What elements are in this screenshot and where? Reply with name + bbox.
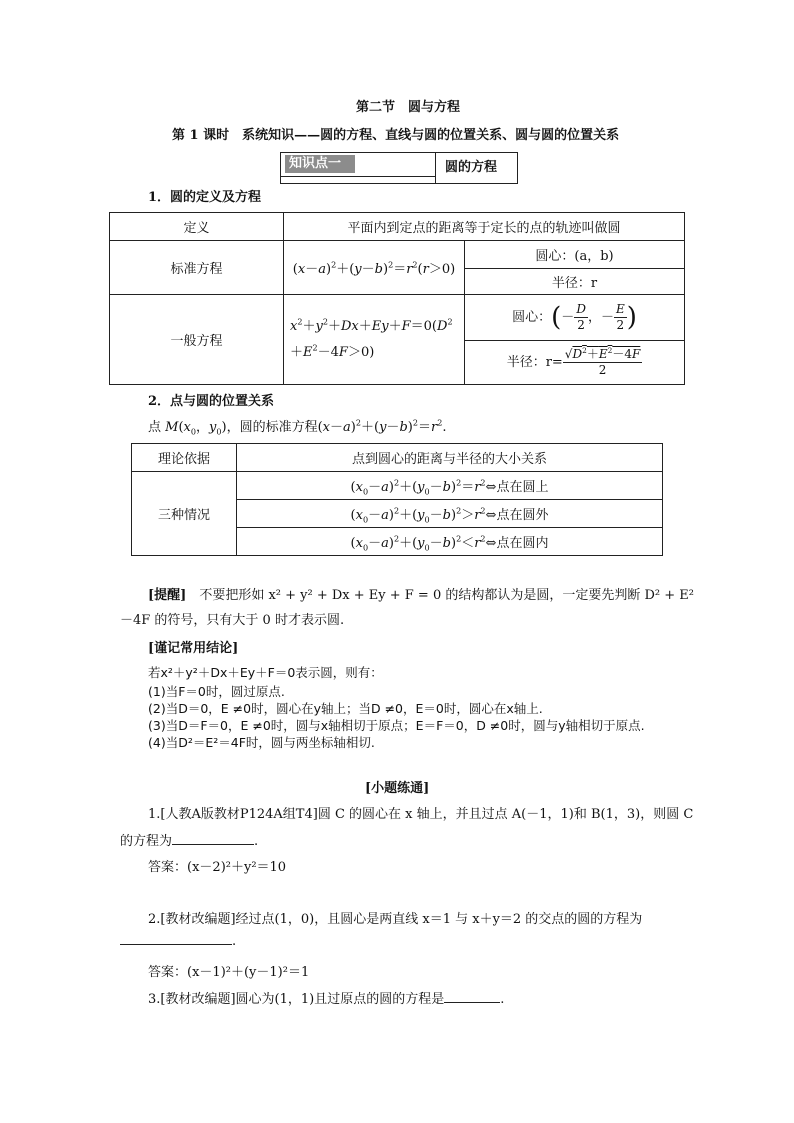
conclusion-item-2: (2)当D＝0，E ≠0时，圆心在y轴上；当D ≠0，E＝0时，圆心在x轴上. xyxy=(148,701,543,716)
tip-line2: －4F 的符号，只有大于 0 时才表示圆. xyxy=(120,613,345,628)
definition-text: 平面内到定点的距离等于定长的点的轨迹叫做圆 xyxy=(284,213,685,241)
conclusion-item-4: (4)当D²＝E²＝4F时，圆与两坐标轴相切. xyxy=(148,735,375,750)
standard-center: 圆心：(a，b) xyxy=(465,241,685,269)
point-position-table xyxy=(131,443,663,556)
part1-heading: 1．圆的定义及方程 xyxy=(148,190,262,205)
basis-text: 点到圆心的距离与半径的大小关系 xyxy=(237,444,663,472)
general-radius-prefix: 半径：r= xyxy=(506,355,563,370)
standard-equation: $(x-a)^2+(y-b)^2=r^2(r>0)$ xyxy=(284,241,465,295)
tip-line1 xyxy=(148,584,694,603)
answer-1-label: 答案： xyxy=(148,860,188,875)
cases-label: 三种情况 xyxy=(132,472,237,556)
standard-label: 标准方程 xyxy=(110,241,284,295)
circle-definition-table xyxy=(109,212,685,385)
knowledge-point-tag: 知识点一 xyxy=(285,155,355,173)
answer-2-label: 答案： xyxy=(148,965,188,980)
standard-radius: 半径：r xyxy=(465,269,685,295)
answer-blank-3[interactable] xyxy=(444,1002,500,1003)
knowledge-point-topic: 圆的方程 xyxy=(445,160,498,175)
question-3: 3.[教材改编题]圆心为(1，1)且过原点的圆的方程是 . xyxy=(148,992,505,1007)
part2-intro: 点 $M(x_0$，$y_0$)，圆的标准方程$(x-a)^2+(y-b)^2=r^2$. xyxy=(148,418,447,437)
question-1-line2: 的方程为 . xyxy=(120,834,259,849)
tip-tag: [提醒] xyxy=(148,588,187,603)
case-inside: $(x_0-a)^2+(y_0-b)^2<r^2\Leftrightarrow$点在圆内 xyxy=(237,528,663,556)
knowledge-point-box xyxy=(280,152,518,184)
answer-1 xyxy=(148,856,286,875)
general-radius: 半径：r= $\frac{√D^2+E^2-4F}{2}$ xyxy=(465,341,685,385)
conclusions-intro: 若x²＋y²＋Dx＋Ey＋F＝0表示圆，则有： xyxy=(148,665,383,680)
definition-label: 定义 xyxy=(110,213,284,241)
answer-blank-2[interactable] xyxy=(120,944,232,945)
part2-heading: 2．点与圆的位置关系 xyxy=(148,394,275,409)
answer-1-text: (x－2)²＋y²＝10 xyxy=(187,860,287,875)
conclusions-heading: [谨记常用结论] xyxy=(148,641,239,656)
conclusion-item-1: (1)当F＝0时，圆过原点. xyxy=(148,684,285,699)
question-2-line2: . xyxy=(120,934,236,949)
basis-label: 理论依据 xyxy=(132,444,237,472)
section-title: 第二节 圆与方程 xyxy=(356,100,461,115)
question-2-line1: 2.[教材改编题]经过点(1，0)，且圆心是两直线 x＝1 与 x＋y＝2 的交点的圆的方程为 xyxy=(148,912,643,927)
conclusion-item-3: (3)当D＝F＝0，E ≠0时，圆与x轴相切于原点；E＝F＝0，D ≠0时，圆与y轴相切于原点. xyxy=(148,718,645,733)
case-on: $(x_0-a)^2+(y_0-b)^2=r^2\Leftrightarrow$点在圆上 xyxy=(237,472,663,500)
answer-2-text: (x－1)²＋(y－1)²＝1 xyxy=(187,965,310,980)
practice-heading: [小题练通] xyxy=(365,781,430,796)
answer-blank-1[interactable] xyxy=(172,844,254,845)
answer-2 xyxy=(148,961,309,980)
tip-text1: 不要把形如 x² + y² + Dx + Ey + F = 0 的结构都认为是圆，一定要先判断 D² + E² xyxy=(199,588,694,603)
lesson-title: 第 1 课时 系统知识——圆的方程、直线与圆的位置关系、圆与圆的位置关系 xyxy=(172,128,620,143)
general-equation: $x^2+y^2+Dx+Ey+F=0(D^2$ $+E^2-4F>0$) xyxy=(284,295,465,385)
general-label: 一般方程 xyxy=(110,295,284,385)
general-center: 圆心：(－ $\frac{D}{2}$ ，－ $\frac{E}{2}$ ) xyxy=(465,295,685,341)
general-center-prefix: 圆心： xyxy=(512,310,552,325)
case-outside: $(x_0-a)^2+(y_0-b)^2>r^2\Leftrightarrow$点在圆外 xyxy=(237,500,663,528)
question-1-line1: 1.[人教A版教材P124A组T4]圆 C 的圆心在 x 轴上，并且过点 A(－1，1)和 B(1，3)，则圆 C xyxy=(148,807,694,822)
